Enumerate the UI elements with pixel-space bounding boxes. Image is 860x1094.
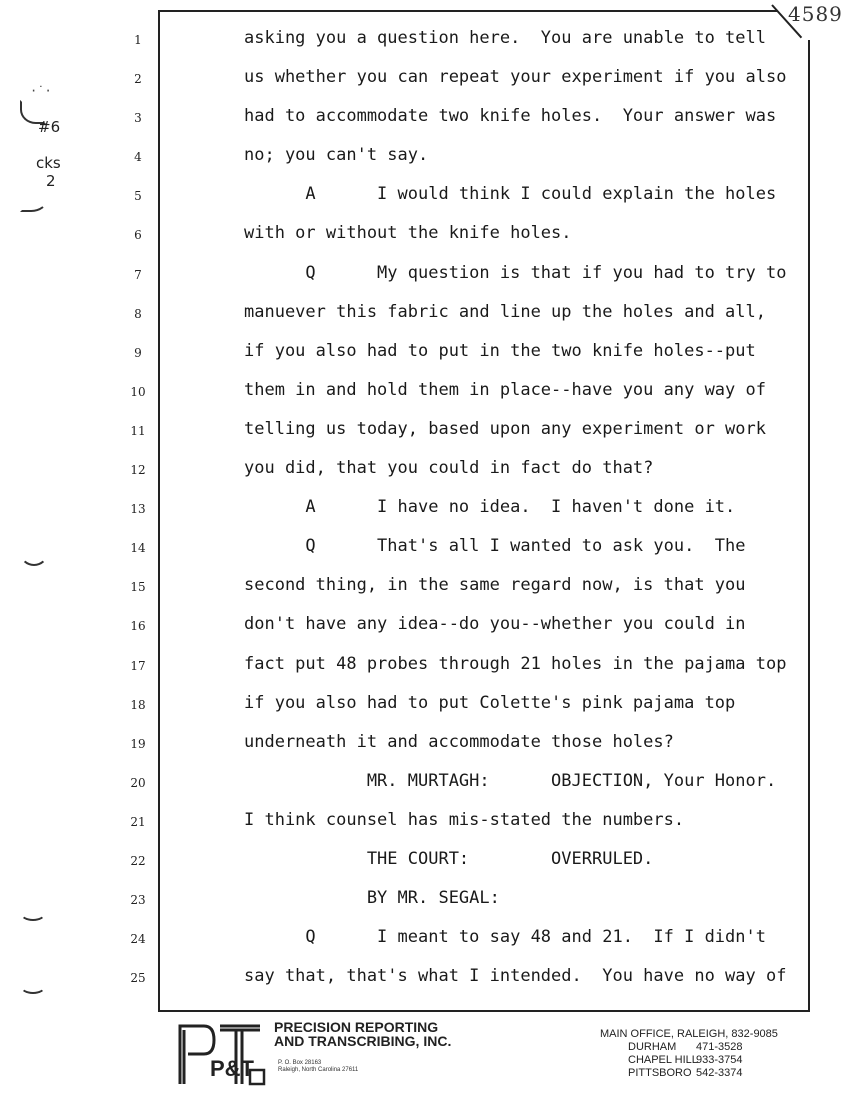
transcript-line (0, 921, 860, 960)
line-number: 20 (130, 775, 146, 790)
line-number: 1 (134, 33, 142, 47)
office-phone: 933-3754 (696, 1054, 743, 1066)
transcript-line (0, 296, 860, 335)
line-text: had to accommodate two knife holes. Your answer was (244, 106, 777, 127)
transcript-line (0, 335, 860, 374)
line-number: 15 (130, 580, 146, 595)
line-number: 16 (130, 619, 146, 634)
transcript-line (0, 765, 860, 804)
logo-text: P&T (210, 1056, 254, 1081)
transcript-line (0, 530, 860, 569)
line-number: 2 (134, 72, 142, 87)
margin-note-tape: #6 (38, 118, 61, 136)
margin-note-label: cks (36, 154, 61, 172)
transcript-line (0, 608, 860, 647)
office-phone: 471-3528 (696, 1041, 743, 1053)
transcript-line (0, 960, 860, 999)
transcript-line (0, 804, 860, 843)
line-text: asking you a question here. You are unable to tell (244, 28, 766, 48)
line-text: you did, that you could in fact do that? (244, 458, 654, 479)
line-number: 13 (130, 502, 146, 517)
transcript-line (0, 139, 860, 178)
line-text: A I would think I could explain the holes (244, 184, 777, 205)
transcript-line (0, 726, 860, 765)
transcript-line (0, 217, 860, 256)
page-number: 4589 (788, 2, 843, 26)
office-name: MAIN OFFICE, RALEIGH (600, 1028, 726, 1040)
line-number: 9 (134, 345, 142, 360)
line-text: underneath it and accommodate those holes? (244, 731, 674, 752)
address-line-2: Raleigh, North Carolina 27611 (278, 1067, 359, 1073)
office-name: DURHAM (628, 1041, 677, 1053)
line-text: them in and hold them in place--have you any way of (244, 379, 766, 400)
office-phone: 542-3374 (696, 1067, 743, 1079)
office-name: PITTSBORO (628, 1067, 692, 1079)
transcript-line (0, 687, 860, 726)
reporter-footer (0, 1014, 860, 1094)
line-number: 25 (130, 971, 146, 986)
line-text: I think counsel has mis-stated the numbers. (244, 809, 685, 830)
office-main: MAIN OFFICE, RALEIGH, 832-9085 (600, 1028, 778, 1040)
line-number: 7 (134, 267, 142, 282)
line-text: MR. MURTAGH: OBJECTION, Your Honor. (244, 770, 777, 791)
line-number: 3 (134, 111, 142, 126)
line-text: say that, that's what I intended. You have no way of (244, 966, 787, 987)
company-line-1: PRECISION REPORTING (274, 1019, 439, 1035)
office-chapel-hill (600, 1054, 778, 1067)
transcript-line (0, 178, 860, 217)
margin-scribble: ·˙· (30, 84, 52, 98)
line-text: with or without the knife holes. (244, 223, 572, 244)
line-text: Q I meant to say 48 and 21. If I didn't (244, 927, 766, 948)
line-number: 19 (130, 736, 146, 751)
transcript-line (0, 257, 860, 296)
transcript-line (0, 413, 860, 452)
line-text: no; you can't say. (244, 145, 429, 166)
transcript-line (0, 569, 860, 608)
line-number: 11 (130, 423, 146, 438)
address-line-1: P. O. Box 28163 (278, 1060, 322, 1066)
transcript-body (0, 22, 860, 999)
line-number: 21 (130, 814, 146, 829)
line-number: 18 (130, 697, 146, 712)
line-text: telling us today, based upon any experiment or work (244, 418, 766, 439)
page-frame-bottom (158, 1010, 810, 1012)
line-number: 17 (130, 658, 146, 673)
office-list (600, 1028, 778, 1080)
pt-logo-icon (174, 1018, 268, 1088)
line-number: 10 (130, 384, 146, 399)
line-number: 8 (134, 306, 142, 321)
line-text: fact put 48 probes through 21 holes in the pajama top (244, 653, 787, 674)
line-text: manuever this fabric and line up the holes and all, (244, 301, 766, 322)
margin-note-number: 2 (46, 172, 56, 190)
line-text: A I have no idea. I haven't done it. (244, 497, 736, 518)
company-address (278, 1060, 358, 1074)
transcript-line (0, 22, 860, 61)
company-line-2: AND TRANSCRIBING, INC. (274, 1033, 452, 1049)
line-number: 24 (130, 932, 146, 947)
line-number: 12 (130, 463, 146, 478)
line-text: Q That's all I wanted to ask you. The (244, 536, 746, 557)
line-text: Q My question is that if you had to try to (244, 262, 787, 283)
office-phone: 832-9085 (731, 1028, 778, 1040)
line-text: second thing, in the same regard now, is that you (244, 575, 746, 596)
transcript-line (0, 374, 860, 413)
transcript-line (0, 491, 860, 530)
transcript-line (0, 452, 860, 491)
transcript-line (0, 648, 860, 687)
office-pittsboro (600, 1067, 778, 1080)
transcript-line (0, 61, 860, 100)
transcript-line (0, 843, 860, 882)
line-text: if you also had to put Colette's pink pajama top (244, 692, 736, 713)
office-name: CHAPEL HILL (628, 1054, 698, 1066)
line-number: 22 (130, 853, 146, 868)
line-text: THE COURT: OVERRULED. (244, 848, 654, 869)
office-durham (600, 1041, 778, 1054)
line-number: 6 (134, 228, 142, 243)
line-number: 23 (130, 893, 146, 908)
line-text: if you also had to put in the two knife holes--put (244, 340, 756, 361)
line-number: 5 (134, 189, 142, 204)
line-number: 14 (130, 541, 146, 556)
line-text: BY MR. SEGAL: (244, 888, 500, 909)
company-name (274, 1020, 451, 1048)
page-frame-top (158, 10, 778, 12)
line-text: us whether you can repeat your experiment if you also (244, 67, 787, 88)
line-text: don't have any idea--do you--whether you could in (244, 614, 746, 635)
transcript-line (0, 882, 860, 921)
transcript-line (0, 100, 860, 139)
line-number: 4 (134, 150, 142, 165)
